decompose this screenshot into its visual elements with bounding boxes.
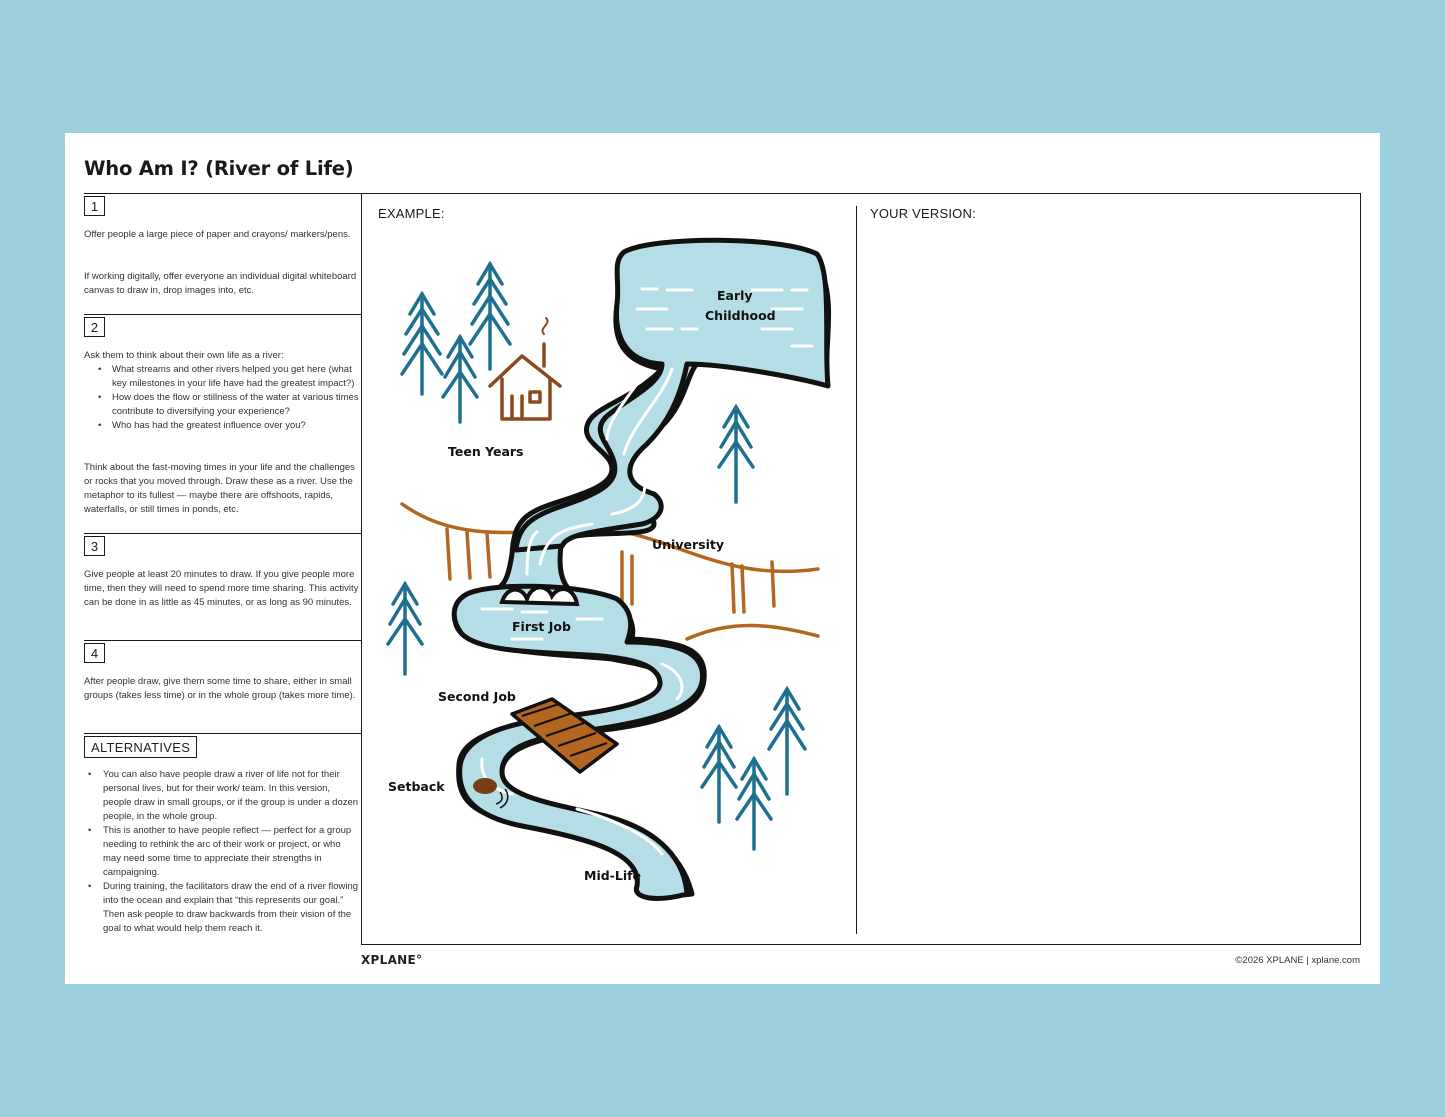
step-1	[84, 193, 362, 313]
label-early-childhood: Childhood	[705, 308, 776, 323]
pine-tree-icon	[402, 294, 442, 394]
step-text: Offer people a large piece of paper and crayons/ markers/pens.	[84, 229, 351, 240]
step-text: Ask them to think about their own life as a river:	[84, 350, 284, 361]
label-second-job: Second Job	[438, 689, 516, 704]
alternatives-section	[84, 733, 362, 953]
label-setback: Setback	[388, 779, 445, 794]
list-item: • You can also have people draw a river of life not for their personal lives, but for their work/ team. In this version, people draw in small groups, or if the group is under a dozen people, in the whole group.	[84, 768, 359, 824]
your-version-label: YOUR VERSION:	[870, 206, 976, 221]
step-bullets	[84, 363, 359, 433]
pine-tree-icon	[470, 264, 510, 369]
cabin-icon	[490, 318, 560, 419]
label-early-childhood: Early	[717, 288, 753, 303]
instructions-column	[84, 193, 362, 953]
step-text: Think about the fast-moving times in your life and the challenges or rocks that you moved through. Draw these as a river. Use the metaphor to its fullest — maybe there are offshoots, rapids, waterfalls, or still times in ponds, etc.	[84, 462, 355, 515]
pine-tree-icon	[388, 584, 422, 674]
waterfall-rocks	[502, 587, 577, 604]
list-item: • During training, the facilitators draw the end of a river flowing into the ocean and explain that “this represents our goal.” Then ask people to draw backwards from their vision of the goal to what would help them reach it.	[84, 880, 359, 936]
page-title: Who Am I? (River of Life)	[84, 157, 354, 180]
list-item: • This is another to have people reflect — perfect for a group needing to rethink the arc of their work or project, or who may need some time to appreciate their strengths in campaigning.	[84, 824, 359, 880]
pine-tree-icon	[737, 759, 771, 849]
step-text: If working digitally, offer everyone an individual digital whiteboard canvas to draw in, drop images into, etc.	[84, 271, 357, 296]
step-text: Give people at least 20 minutes to draw. If you give people more time, then they will need to spend more time sharing. This activity can be done in as little as 45 minutes, or as long as 90 minutes.	[84, 569, 359, 608]
example-label: EXAMPLE:	[378, 206, 445, 221]
pine-tree-icon	[769, 689, 805, 794]
step-number: 3	[84, 536, 105, 556]
list-item: • How does the flow or stillness of the water at various times contribute to diversifying your experience?	[84, 391, 359, 419]
step-2	[84, 314, 362, 532]
pine-tree-icon	[443, 337, 477, 422]
river-of-life-illustration	[362, 194, 856, 944]
alternatives-label: ALTERNATIVES	[84, 736, 197, 758]
copyright-text: ©2026 XPLANE | xplane.com	[1235, 955, 1360, 966]
list-item: • What streams and other rivers helped you get here (what key milestones in your life have had the greatest impact?)	[84, 363, 359, 391]
step-4	[84, 640, 362, 732]
alternatives-bullets	[84, 768, 359, 936]
label-teen-years: Teen Years	[448, 444, 524, 459]
xplane-logo: XPLANE°	[361, 953, 423, 967]
label-mid-life: Mid-Life	[584, 868, 642, 883]
label-university: University	[652, 537, 724, 552]
step-3	[84, 533, 362, 639]
worksheet	[65, 133, 1380, 984]
drawing-frame	[361, 193, 1361, 945]
step-number: 1	[84, 196, 105, 216]
pine-tree-icon	[702, 727, 736, 822]
label-first-job: First Job	[512, 619, 571, 634]
step-number: 2	[84, 317, 105, 337]
step-text: After people draw, give them some time to share, either in small groups (takes less time) or in the whole group (takes more time).	[84, 676, 356, 701]
step-number: 4	[84, 643, 105, 663]
panel-divider	[856, 206, 857, 934]
pine-tree-icon	[719, 407, 753, 502]
list-item: • Who has had the greatest influence over you?	[84, 419, 359, 433]
